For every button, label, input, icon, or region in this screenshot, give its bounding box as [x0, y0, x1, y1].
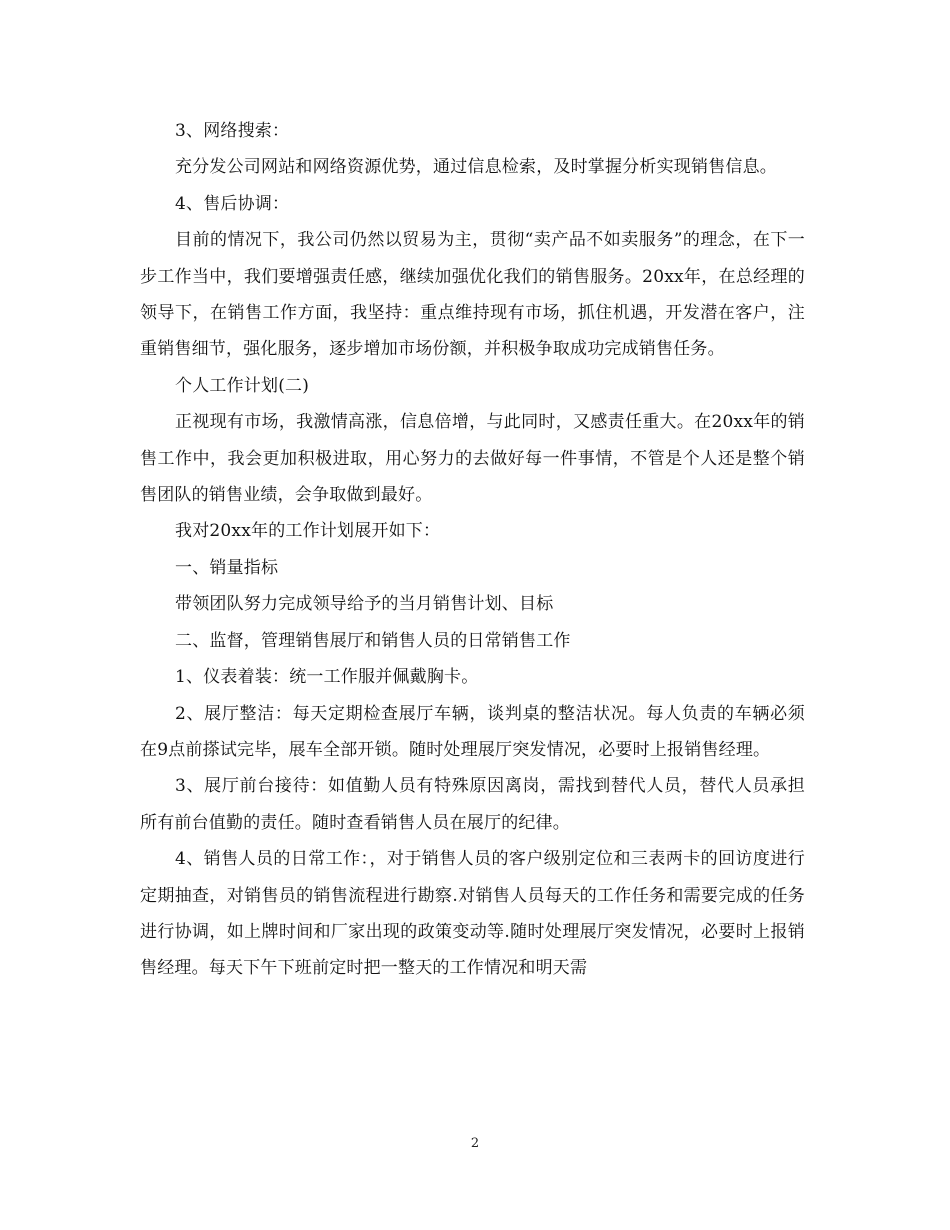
item-front-desk: 3、展厅前台接待：如值勤人员有特殊原因离岗，需找到替代人员，替代人员承担所有前台值勤的责任。随时查看销售人员在展厅的纪律。	[140, 776, 805, 833]
item-showroom-cleanliness: 2、展厅整洁：每天定期检查展厅车辆，谈判桌的整洁状况。每人负责的车辆必须在9点前搽试完毕，展车全部开锁。随时处理展厅突发情况，必要时上报销售经理。	[140, 703, 805, 760]
page-body	[140, 113, 805, 987]
heading-sales-target: 一、销量指标	[175, 557, 279, 578]
paragraph-network-search-heading: 3、网络搜索：	[175, 121, 290, 141]
page-number: 2	[470, 1136, 480, 1151]
paragraph-after-sales-heading: 4、售后协调：	[175, 193, 290, 214]
section-title-plan-two: 个人工作计划(二)	[175, 375, 310, 396]
heading-supervision: 二、监督，管理销售展厅和销售人员的日常销售工作	[175, 630, 571, 651]
paragraph-sales-target-body: 带领团队努力完成领导给予的当月销售计划、目标	[175, 594, 554, 615]
paragraph-network-search-body: 充分发公司网站和网络资源优势，通过信息检索，及时掌握分析实现销售信息。	[175, 157, 777, 178]
item-daily-work: 4、销售人员的日常工作：，对于销售人员的客户级别定位和三表两卡的回访度进行定期抽查，对销售员的销售流程进行勘察.对销售人员每天的工作任务和需要完成的任务进行协调，如上牌时间和厂家出现的政策变动等.随时处理展厅突发情况，必要时上报销售经理。每天下午下班前定时把一整天的工作情况和明天需	[140, 849, 805, 979]
paragraph-market-intro: 正视现有市场，我激情高涨，信息倍增，与此同时，又感责任重大。在20xx年的销售工作中，我会更加积极进取，用心努力的去做好每一件事情，不管是个人还是整个销售团队的销售业绩，会争取做到最好。	[140, 412, 805, 506]
paragraph-plan-intro: 我对20xx年的工作计划展开如下：	[175, 521, 441, 542]
item-dress-code: 1、仪表着装：统一工作服并佩戴胸卡。	[175, 667, 479, 688]
paragraph-after-sales-body: 目前的情况下，我公司仍然以贸易为主，贯彻“卖产品不如卖服务”的理念，在下一步工作当中，我们要增强责任感，继续加强优化我们的销售服务。20xx年，在总经理的领导下，在销售工作方面，我坚持：重点维持现有市场，抓住机遇，开发潜在客户，注重销售细节，强化服务，逐步增加市场份额，并积极争取成功完成销售任务。	[140, 230, 805, 360]
